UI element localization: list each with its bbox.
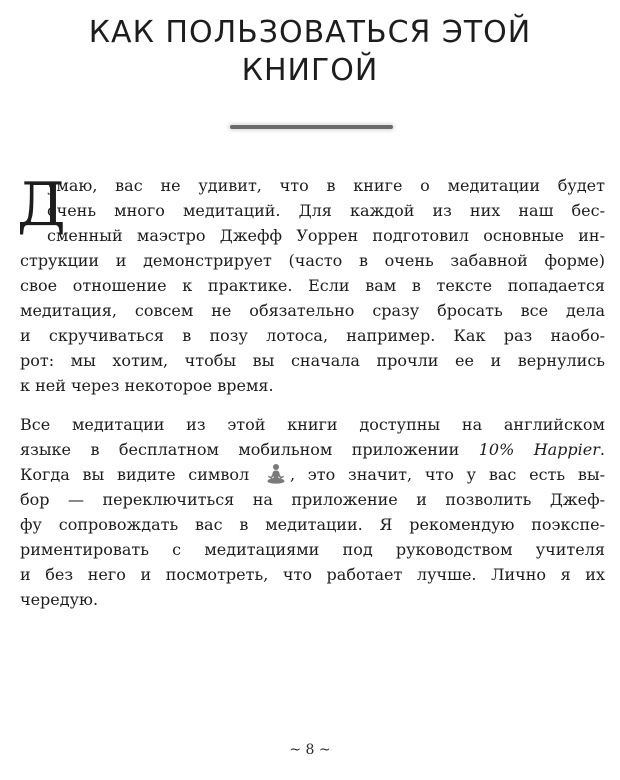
paragraph-2-line: и без него и посмотреть, что работает лучше. Лично я их — [20, 565, 605, 584]
page-number: ~ 8 ~ — [289, 742, 331, 758]
paragraph-2-line: риментировать с медитациями под руководством учителя — [20, 540, 605, 559]
drop-cap-letter: Д — [17, 170, 66, 240]
paragraph-2-line — [20, 462, 605, 487]
paragraph-1-line: умаю, вас не удивит, что в книге о медитации будет — [47, 176, 605, 195]
paragraph-2-line: фу сопровождать вас в медитации. Я рекомендую поэкспе- — [20, 515, 605, 534]
paragraph-1-line: к ней через некоторое время. — [20, 376, 274, 395]
paragraph-1-line: струкции и демонстрирует (часто в очень забавной форме) — [20, 251, 605, 270]
paragraph-1-line: очень много медитаций. Для каждой из них наш бес- — [47, 201, 605, 220]
paragraph-1-line: медитация, совсем не обязательно сразу бросать все дела — [20, 301, 605, 320]
paragraph-1-line: и скручиваться в позу лотоса, например. Как раз наобо- — [20, 326, 605, 345]
chapter-title-line-1: КАК ПОЛЬЗОВАТЬСЯ ЭТОЙ — [88, 15, 532, 50]
paragraph-2-line: Все медитации из этой книги доступны на английском — [20, 415, 605, 434]
app-name: 10% Happier — [478, 440, 600, 459]
paragraph-2-text: , это значит, что у вас есть вы- — [289, 465, 606, 484]
paragraph-2-text: . — [599, 440, 605, 459]
paragraph-2 — [20, 412, 605, 612]
body-text — [17, 170, 606, 612]
paragraph-2-line — [20, 437, 605, 462]
paragraph-1-line: сменный маэстро Джефф Уоррен подготовил основные ин- — [47, 226, 605, 245]
paragraph-2-line: чередую. — [20, 590, 99, 609]
chapter-title-line-2: КНИГОЙ — [241, 53, 379, 88]
meditation-figure-icon — [264, 463, 288, 485]
title-divider — [230, 125, 393, 129]
paragraph-1-line: свое отношение к практике. Если вам в тексте попадается — [20, 276, 605, 295]
paragraph-2-text: Когда вы видите символ — [20, 465, 250, 484]
chapter-title — [0, 14, 620, 90]
paragraph-1-line: рот: мы хотим, чтобы вы сначала прочли ее и вернулись — [20, 351, 605, 370]
paragraph-1 — [17, 170, 605, 398]
paragraph-2-line: бор — переключиться на приложение и позволить Джеф- — [20, 490, 605, 509]
paragraph-2-text: языке в бесплатном мобильном приложении — [20, 440, 479, 459]
